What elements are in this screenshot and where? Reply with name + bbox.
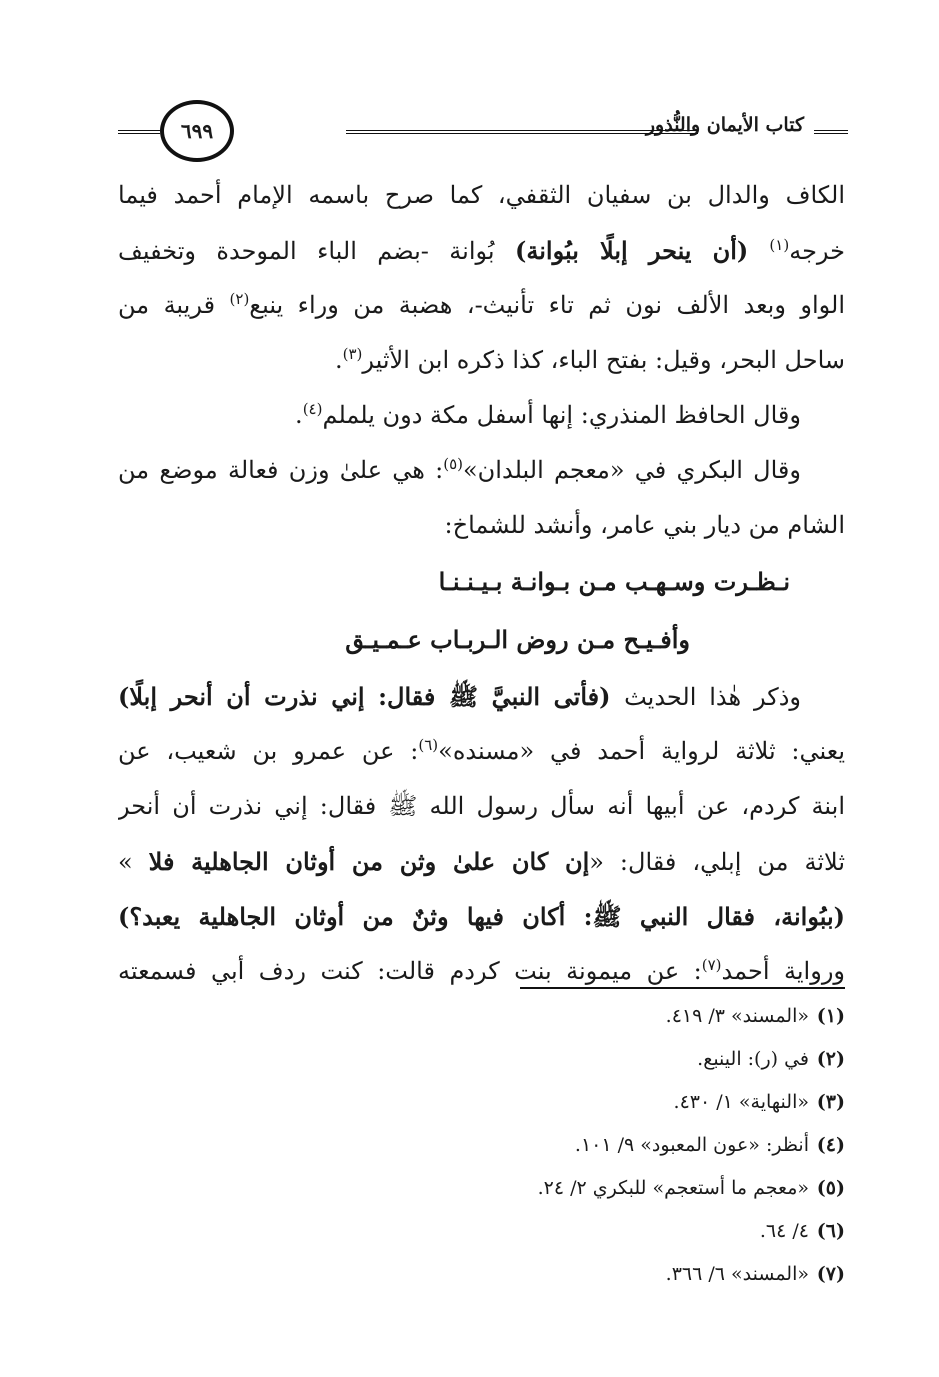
footnote-6: (٦)٤/ ٦٤. <box>759 1220 845 1242</box>
footnote-ref[interactable]: (٣) <box>342 345 363 363</box>
footnote-1: (١)«المسند» ٣/ ٤١٩. <box>665 1005 845 1027</box>
footnote-5: (٥)«معجم ما أستعجم» للبكري ٢/ ٢٤. <box>537 1177 845 1199</box>
text-line: (ببُوانة، فقال النبي ﷺ: أكان فيها وثنٌ من أوثان الجاهلية يعبد؟) <box>118 902 845 931</box>
text-line: وقال الحافظ المنذري: إنها أسفل مكة دون يلملم$^{(٤)}$. <box>295 400 801 429</box>
page-header <box>118 100 848 164</box>
page-number: ٦٩٩ <box>180 119 214 143</box>
header-rule-end <box>814 130 848 134</box>
footnote-ref[interactable]: (٥) <box>443 455 463 473</box>
footnote-separator <box>520 987 845 989</box>
header-rule <box>346 130 698 134</box>
text-line: الكاف والدال بن سفيان الثقفي، كما صرح باسمه الإمام أحمد فيما <box>118 181 845 209</box>
book-title: كتاب الأيمان والنُّذور <box>645 114 804 136</box>
text-line: ورواية أحمد$^{(٧)}$: عن ميمونة بنت كردم قالت: كنت ردف أبي فسمعته <box>118 956 845 985</box>
poem-verse-1: نـظـرت وسـهـب مـن بـوانـة بـيـنـنـا <box>438 567 790 596</box>
footnote-7: (٧)«المسند» ٦/ ٣٦٦. <box>665 1263 845 1285</box>
footnotes <box>345 995 845 1296</box>
main-text <box>118 168 845 999</box>
text-line: وقال البكري في «معجم البلدان»$^{(٥)}$: هي علىٰ وزن فعالة موضع من <box>118 455 801 484</box>
poem-verse-2: وأفـيـح مـن روض الـربـاب عـمـيـق <box>345 625 690 654</box>
text-line: ابنة كردم، عن أبيها أنه سأل رسول الله ﷺ فقال: إني نذرت أن أنحر <box>118 792 845 820</box>
header-rule-left <box>118 130 160 134</box>
text-line: يعني: ثلاثة لرواية أحمد في «مسنده»$^{(٦)}$: عن عمرو بن شعيب، عن <box>118 736 845 765</box>
text-line: ثلاثة من إبلي، فقال: «إن كان علىٰ وثن من أوثان الجاهلية فلا » <box>118 847 845 876</box>
footnote-4: (٤)أنظر: «عون المعبود» ٩/ ١٠١. <box>574 1134 845 1156</box>
text-line: خرجه$^{(١)}$ (أن ينحر إبلًا ببُوانة) بُوانة -بضم الباء الموحدة وتخفيف <box>118 236 845 265</box>
text-line: الواو وبعد الألف نون ثم تاء تأنيث-، هضبة من وراء ينبع$^{(٢)}$ قريبة من <box>118 290 845 319</box>
footnote-ref[interactable]: (٢) <box>229 290 250 308</box>
text-line: الشام من ديار بني عامر، وأنشد للشماخ: <box>444 511 845 539</box>
footnote-ref[interactable]: (١) <box>769 236 790 254</box>
page-number-badge <box>160 100 234 162</box>
text-line: ساحل البحر، وقيل: بفتح الباء، كذا ذكره ابن الأثير$^{(٣)}$. <box>334 345 845 374</box>
footnote-ref[interactable]: (٤) <box>302 400 323 418</box>
footnote-ref[interactable]: (٦) <box>418 736 439 754</box>
footnote-2: (٢)في (ر): الينبع. <box>697 1048 845 1070</box>
footnote-3: (٣)«النهاية» ١/ ٤٣٠. <box>673 1091 845 1113</box>
footnote-ref[interactable]: (٧) <box>701 956 722 974</box>
text-line: وذكر هٰذا الحديث (فأتى النبيَّ ﷺ فقال: إني نذرت أن أنحر إبلًا) <box>118 682 801 711</box>
